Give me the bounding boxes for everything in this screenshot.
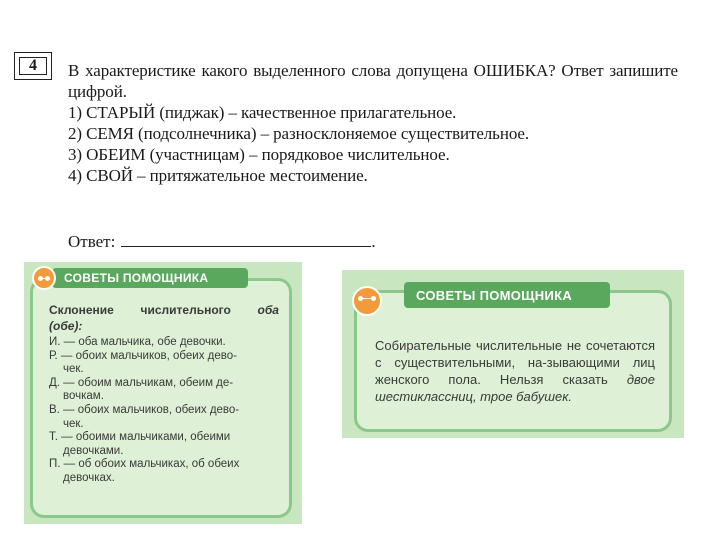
- left-title-a: Склонение: [49, 303, 114, 317]
- answer-input[interactable]: [121, 232, 371, 247]
- left-title-c: оба: [257, 303, 279, 317]
- case-gen: Р. — обоих мальчиков, обеих дево-: [49, 349, 237, 362]
- answer-line: [68, 232, 376, 252]
- case-acc: В. — обоих мальчиков, обеих дево-: [49, 403, 240, 416]
- right-tip-text: [375, 337, 655, 405]
- left-tip-content: [49, 303, 279, 486]
- left-title-b: числительного: [140, 303, 231, 317]
- case-dat: Д. — обоим мальчикам, обеим де-: [49, 376, 234, 389]
- question: [68, 60, 678, 186]
- case-pre: П. — об обоих мальчиках, об обеих: [49, 458, 240, 471]
- right-tip-header: СОВЕТЫ ПОМОЩНИКА: [404, 282, 610, 308]
- option-2: 2) СЕМЯ (подсолнечника) – разносклоняемое существительное.: [68, 124, 530, 143]
- left-title-d: (обе):: [49, 319, 83, 333]
- right-tip-example: двое шестиклассниц, трое бабушек.: [375, 372, 655, 404]
- left-tip-header: СОВЕТЫ ПОМОЩНИКА: [52, 268, 248, 288]
- left-tip-box: [30, 278, 292, 518]
- case-gen-cont: чек.: [63, 363, 84, 376]
- tip-badge-icon: [352, 286, 382, 316]
- option-3: 3) ОБЕИМ (участницам) – порядковое числительное.: [68, 145, 450, 164]
- option-4: 4) СВОЙ – притяжательное местоимение.: [68, 166, 368, 185]
- case-ins-cont: девочками.: [63, 444, 124, 457]
- case-dat-cont: вочкам.: [63, 390, 104, 403]
- case-ins: Т. — обоими мальчиками, обеими: [49, 431, 231, 444]
- option-1: 1) СТАРЫЙ (пиджак) – качественное прилагательное.: [68, 103, 457, 122]
- left-tip-title: [49, 303, 279, 317]
- case-pre-cont: девочках.: [63, 471, 115, 484]
- answer-label: Ответ:: [68, 232, 116, 251]
- task-number-box: [14, 52, 52, 80]
- answer-end: .: [371, 232, 376, 251]
- right-tip-body: Собирательные числительные не сочетаются с существительными, на-зывающими лиц женского пола. Нельзя сказать: [375, 338, 655, 387]
- left-tip-title-2: [49, 319, 279, 333]
- right-tip-box: [354, 290, 672, 432]
- tip-badge-icon: [32, 266, 56, 290]
- case-nom: И. — оба мальчика, обе девочки.: [49, 336, 226, 348]
- task-number: 4: [19, 57, 47, 75]
- question-text: В характеристике какого выделенного слова допущена ОШИБКА? Ответ запишите цифрой.: [68, 61, 678, 101]
- case-acc-cont: чек.: [63, 417, 84, 430]
